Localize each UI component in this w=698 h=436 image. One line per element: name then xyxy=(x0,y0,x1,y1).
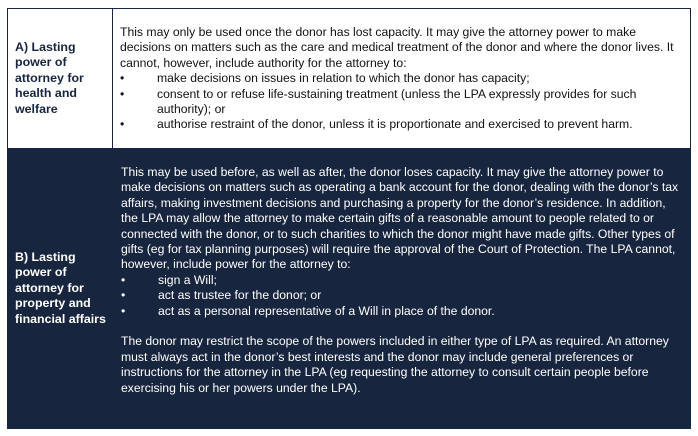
bullet-icon: • xyxy=(121,288,126,303)
paragraph-gap xyxy=(121,319,684,334)
list-item-text: act as trustee for the donor; or xyxy=(158,288,322,303)
row-body-property-financial xyxy=(113,149,690,428)
bullet-icon: • xyxy=(120,86,125,101)
list-item-text: authorise restraint of the donor, unless it is proportionate and exercised to prevent harm. xyxy=(157,117,633,132)
list-item-text: act as a personal representative of a Will in place of the donor. xyxy=(158,303,495,318)
row-label-text: A) Lasting power of attorney for health and welfare xyxy=(15,39,84,116)
table-row-health-welfare xyxy=(8,9,690,149)
table-row-property-financial xyxy=(8,149,690,428)
bullet-icon: • xyxy=(121,272,126,287)
list-item xyxy=(121,273,684,288)
bullet-icon: • xyxy=(121,303,126,318)
list-item xyxy=(120,71,686,86)
list-item-text: sign a Will; xyxy=(158,272,217,287)
list-item xyxy=(120,117,686,132)
row-label-health-welfare xyxy=(8,9,113,148)
closing-paragraph: The donor may restrict the scope of the powers included in either type of LPA as required. An attorney must always act in the donor’s best interests and the donor may include general preferences or instructions for the attorney in the LPA (eg requesting the attorney to consult certain people before exercising his or her powers under the LPA). xyxy=(121,334,669,395)
list-item-text: consent to or refuse life-sustaining treatment (unless the LPA expressly provides for such authority); or xyxy=(157,86,637,117)
list-item-text: make decisions on issues in relation to which the donor has capacity; xyxy=(157,71,530,86)
bullet-icon: • xyxy=(120,71,125,86)
row-label-property-financial xyxy=(8,149,113,428)
list-item xyxy=(121,288,684,303)
intro-paragraph: This may only be used once the donor has lost capacity. It may give the attorney power to make decisions on matters such as the care and medical treatment of the donor and where the donor lives. It cannot, however, include authority for the attorney to: xyxy=(120,25,674,70)
bullet-list xyxy=(120,71,686,133)
intro-paragraph: This may be used before, as well as after, the donor loses capacity. It may give the attorney power to make decisions on matters such as operating a bank account for the donor, dealing with the donor’s tax affairs, making investment decisions and purchasing a property for the donor’s residence. In addition, the LPA may allow the attorney to make certain gifts of a reasonable amount to people related to or connected with the donor, or to such charities to which the donor might have made gifts. Other types of gifts (eg for tax planning purposes) will require the approval of the Court of Protection. The LPA cannot, however, include power for the attorney to: xyxy=(121,165,679,272)
row-label-text: B) Lasting power of attorney for property and financial affairs xyxy=(15,249,106,326)
bullet-list xyxy=(121,273,684,319)
bullet-icon: • xyxy=(120,117,125,132)
lpa-table xyxy=(7,8,691,429)
list-item xyxy=(120,87,686,118)
row-body-health-welfare xyxy=(113,9,690,148)
list-item xyxy=(121,304,684,319)
